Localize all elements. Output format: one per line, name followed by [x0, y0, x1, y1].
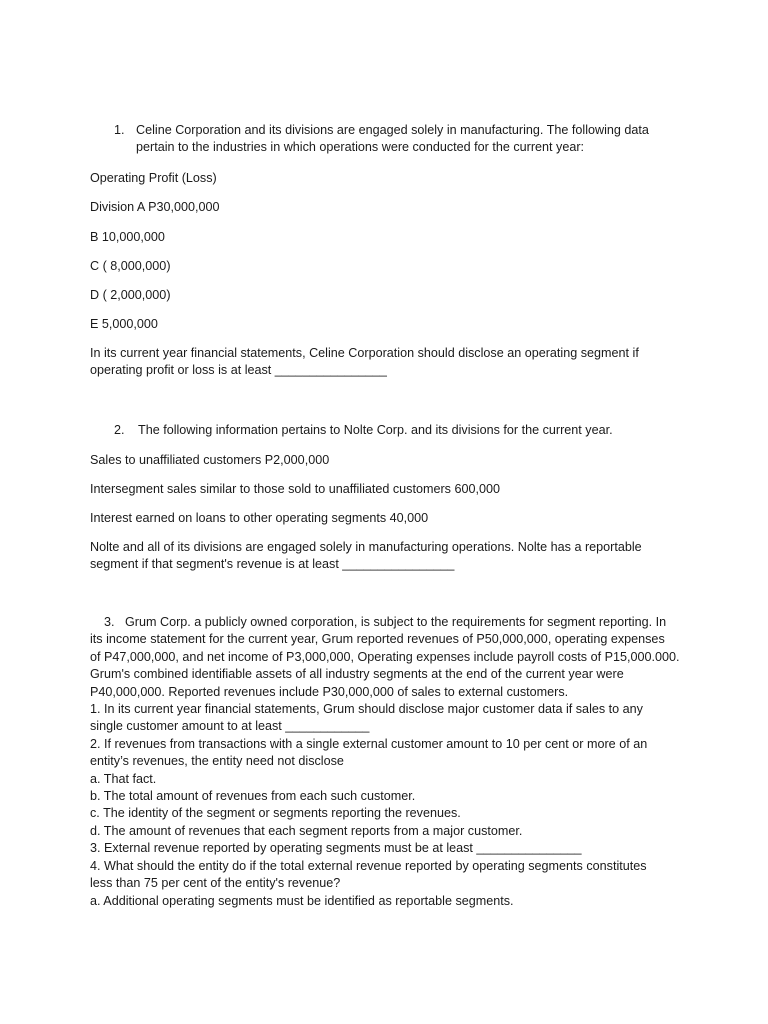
q1-row: C ( 8,000,000) [90, 259, 171, 273]
q2-row: Intersegment sales similar to those sold to unaffiliated customers 600,000 [90, 482, 500, 496]
q2-question: Nolte and all of its divisions are engaged solely in manufacturing operations. Nolte has a reportable segment if that segment's revenue is at least ________________ [90, 540, 642, 572]
q3-line: c. The identity of the segment or segments reporting the revenues. [90, 806, 461, 821]
q3-line: less than 75 per cent of the entity's revenue? [90, 876, 341, 891]
q3-line: 3. External revenue reported by operating segments must be at least _______________ [90, 841, 582, 856]
q2-row: Interest earned on loans to other operating segments 40,000 [90, 511, 429, 525]
q3-line: its income statement for the current year, Grum reported revenues of P50,000,000, operating expenses [90, 632, 665, 647]
q3-line: a. Additional operating segments must be identified as reportable segments. [90, 893, 514, 908]
q1-question: In its current year financial statements, Celine Corporation should disclose an operating segment if operating profit or loss is at least ________________ [90, 346, 639, 378]
q3-line: single customer amount to at least ____________ [90, 719, 370, 734]
q3-line: 3. Grum Corp. a publicly owned corporation, is subject to the requirements for segment reporting. In [90, 615, 667, 629]
question-2-text: The following information pertains to Nolte Corp. and its divisions for the current year. [138, 423, 613, 437]
q3-line: of P47,000,000, and net income of P3,000,000, Operating expenses include payroll costs of P15,000.000. [90, 649, 680, 664]
question-2-number: 2. [114, 423, 125, 437]
q3-line: P40,000,000. Reported revenues include P30,000,000 of sales to external customers. [90, 684, 569, 699]
q3-line: a. That fact. [90, 771, 157, 786]
question-1-text: Celine Corporation and its divisions are engaged solely in manufacturing. The following data pertain to the industries in which operations were conducted for the current year: [136, 123, 649, 155]
q2-row: Sales to unaffiliated customers P2,000,000 [90, 453, 330, 467]
q1-table-header: Operating Profit (Loss) [90, 171, 217, 185]
q1-row: E 5,000,000 [90, 317, 158, 331]
q3-line: entity’s revenues, the entity need not disclose [90, 754, 344, 769]
q1-row: B 10,000,000 [90, 230, 165, 244]
q1-row: Division A P30,000,000 [90, 200, 220, 214]
q3-line: Grum's combined identifiable assets of all industry segments at the end of the current year were [90, 667, 624, 682]
q3-line: 4. What should the entity do if the total external revenue reported by operating segments constitutes [90, 858, 647, 873]
q3-line: 2. If revenues from transactions with a single external customer amount to 10 per cent or more of an [90, 736, 648, 751]
q3-line: d. The amount of revenues that each segment reports from a major customer. [90, 823, 523, 838]
q3-line: b. The total amount of revenues from each such customer. [90, 789, 416, 804]
question-1-number: 1. [114, 123, 125, 137]
question-3-block [90, 614, 690, 910]
q1-row: D ( 2,000,000) [90, 288, 171, 302]
q3-line: 1. In its current year financial statements, Grum should disclose major customer data if sales to any [90, 702, 643, 717]
